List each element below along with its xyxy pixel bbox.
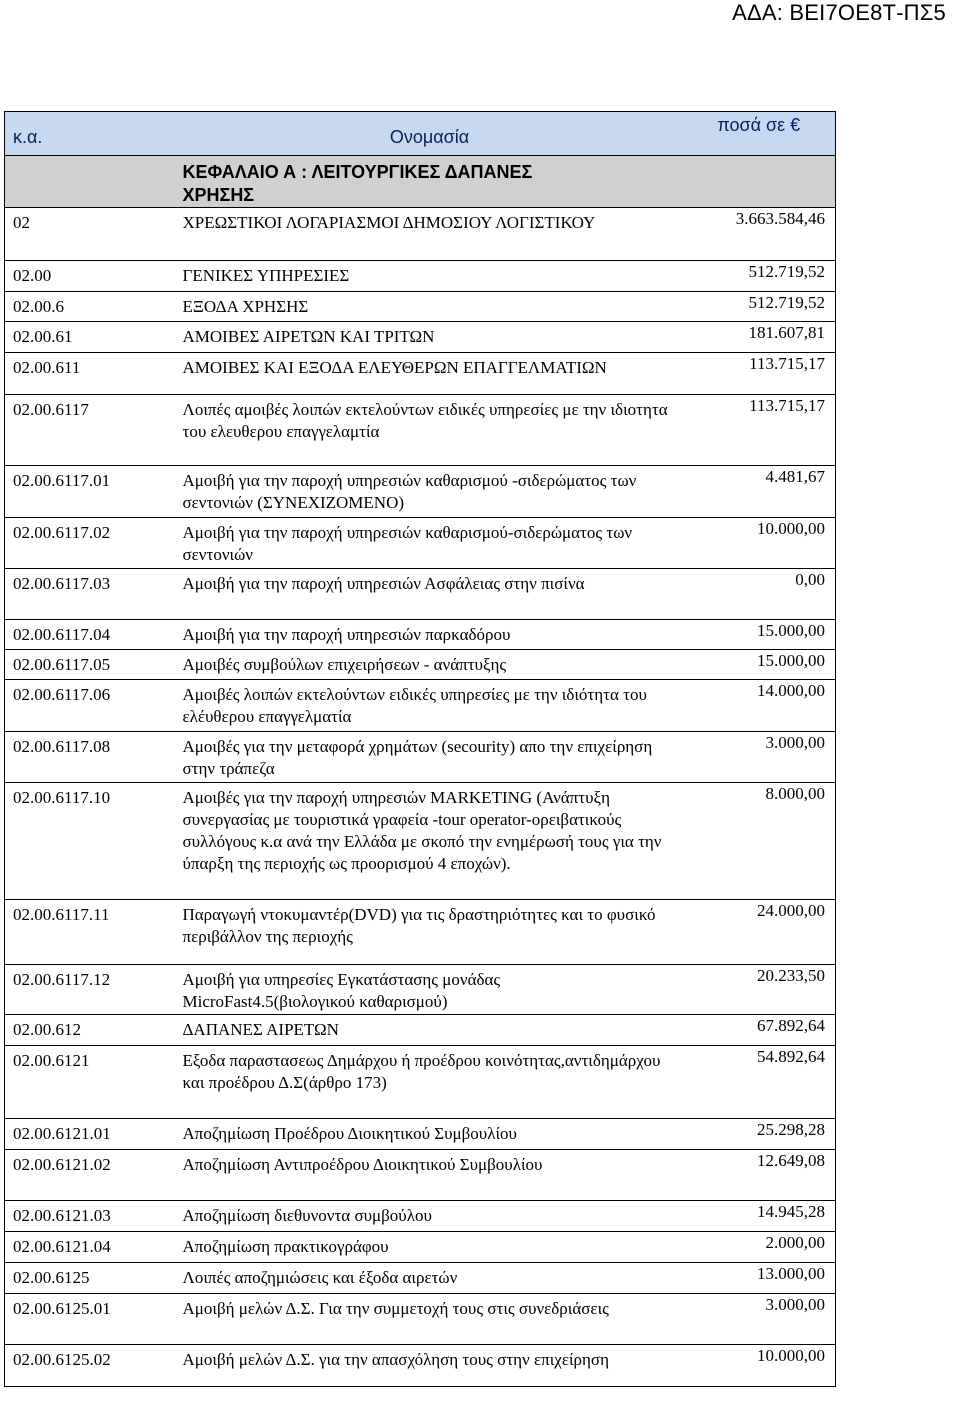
table-row [5, 1345, 836, 1387]
row-amount: 3.000,00 [683, 732, 836, 783]
row-name: Αμοιβές για την παροχή υπηρεσιών MARKETING (Ανάπτυξη συνεργασίας με τουριστικά γραφεία -tour operator-ορειβατικούς συλλόγους κ.α ανά την Ελλάδα με σκοπό την ενημέρωσή τους για την ύπαρξη της περιοχής ως προορισμού 4 εποχών). [175, 783, 683, 900]
row-code: 02 [5, 208, 175, 261]
row-code: 02.00.611 [5, 353, 175, 395]
chapter-row [5, 156, 836, 208]
row-code: 02.00.6121.03 [5, 1201, 175, 1232]
row-code: 02.00.6125 [5, 1263, 175, 1294]
row-name: Αποζημίωση διεθυνοντα συμβούλου [175, 1201, 683, 1232]
row-name: ΓΕΝΙΚΕΣ ΥΠΗΡΕΣΙΕΣ [175, 261, 683, 292]
table-row [5, 353, 836, 395]
row-code: 02.00.6121.01 [5, 1119, 175, 1150]
row-name: Αποζημίωση Αντιπροέδρου Διοικητικού Συμβουλίου [175, 1150, 683, 1201]
table-row [5, 1015, 836, 1046]
table-row [5, 732, 836, 783]
row-amount: 54.892,64 [683, 1046, 836, 1119]
table-row [5, 569, 836, 620]
row-name: Λοιπές αποζημιώσεις και έξοδα αιρετών [175, 1263, 683, 1294]
row-name: ΑΜΟΙΒΕΣ ΑΙΡΕΤΩΝ ΚΑΙ ΤΡΙΤΩΝ [175, 322, 683, 353]
row-name: ΔΑΠΑΝΕΣ ΑΙΡΕΤΩΝ [175, 1015, 683, 1046]
row-code: 02.00.6117.08 [5, 732, 175, 783]
table-row [5, 395, 836, 466]
row-name: Αμοιβή για την παροχή υπηρεσιών καθαρισμού -σιδερώματος των σεντονιών (ΣΥΝΕΧΙΖΟΜΕΝΟ) [175, 466, 683, 518]
table-row [5, 1263, 836, 1294]
row-name: Λοιπές αμοιβές λοιπών εκτελούντων ειδικές υπηρεσίες με την ιδιοτητα του ελευθερου επαγγελαμτία [175, 395, 683, 466]
header-row [5, 112, 836, 156]
row-code: 02.00.6117.05 [5, 650, 175, 680]
row-name: Αμοιβές για την μεταφορά χρημάτων (secourity) απο την επιχείρηση στην τράπεζα [175, 732, 683, 783]
row-code: 02.00.6117.11 [5, 900, 175, 965]
row-amount: 512.719,52 [683, 261, 836, 292]
row-amount: 113.715,17 [683, 353, 836, 395]
table-row [5, 518, 836, 569]
row-amount: 0,00 [683, 569, 836, 620]
table-row [5, 1201, 836, 1232]
header-code: κ.α. [5, 112, 175, 156]
row-name: Αμοιβή για υπηρεσίες Εγκατάστασης μονάδας MicroFast4.5(βιολογικού καθαρισμού) [175, 965, 683, 1015]
row-code: 02.00.6125.01 [5, 1294, 175, 1345]
table-row [5, 1150, 836, 1201]
row-code: 02.00.6121 [5, 1046, 175, 1119]
table-row [5, 208, 836, 261]
table-row [5, 1119, 836, 1150]
row-code: 02.00.61 [5, 322, 175, 353]
row-code: 02.00.6125.02 [5, 1345, 175, 1387]
row-amount: 15.000,00 [683, 650, 836, 680]
row-amount: 15.000,00 [683, 620, 836, 650]
row-amount: 67.892,64 [683, 1015, 836, 1046]
row-amount: 20.233,50 [683, 965, 836, 1015]
row-code: 02.00 [5, 261, 175, 292]
row-code: 02.00.6117.12 [5, 965, 175, 1015]
row-amount: 24.000,00 [683, 900, 836, 965]
row-amount: 13.000,00 [683, 1263, 836, 1294]
row-amount: 2.000,00 [683, 1232, 836, 1263]
table-row [5, 261, 836, 292]
row-amount: 512.719,52 [683, 292, 836, 322]
row-name: Αμοιβή μελών Δ.Σ. Για την συμμετοχή τους στις συνεδριάσεις [175, 1294, 683, 1345]
table-row [5, 680, 836, 732]
row-code: 02.00.6117.01 [5, 466, 175, 518]
row-amount: 14.000,00 [683, 680, 836, 732]
budget-table [4, 111, 836, 1387]
table-row [5, 620, 836, 650]
row-name: Αμοιβές λοιπών εκτελούντων ειδικές υπηρεσίες με την ιδιότητα του ελέυθερου επαγγελματία [175, 680, 683, 732]
row-code: 02.00.6117.04 [5, 620, 175, 650]
row-amount: 3.000,00 [683, 1294, 836, 1345]
row-code: 02.00.6117.06 [5, 680, 175, 732]
row-name: Αμοιβή για την παροχή υπηρεσιών Ασφάλειας στην πισίνα [175, 569, 683, 620]
row-name: ΧΡΕΩΣΤΙΚΟΙ ΛΟΓΑΡΙΑΣΜΟΙ ΔΗΜΟΣΙΟΥ ΛΟΓΙΣΤΙΚΟΥ [175, 208, 683, 261]
row-amount: 3.663.584,46 [683, 208, 836, 261]
chapter-line-2: ΧΡΗΣΗΣ [182, 185, 255, 205]
row-amount: 12.649,08 [683, 1150, 836, 1201]
row-code: 02.00.6121.04 [5, 1232, 175, 1263]
row-name: Αμοιβή μελών Δ.Σ. για την απασχόληση τους στην επιχείρηση [175, 1345, 683, 1387]
row-amount: 10.000,00 [683, 1345, 836, 1387]
row-name: Αποζημίωση Προέδρου Διοικητικού Συμβουλίου [175, 1119, 683, 1150]
chapter-line-1: ΚΕΦΑΛΑΙΟ Α : ΛΕΙΤΟΥΡΓΙΚΕΣ ΔΑΠΑΝΕΣ [182, 162, 533, 182]
header-name: Ονομασία [175, 112, 683, 156]
row-code: 02.00.6117.03 [5, 569, 175, 620]
row-amount: 181.607,81 [683, 322, 836, 353]
row-name: Παραγωγή ντοκυμαντέρ(DVD) για τις δραστηριότητες και το φυσικό περιβάλλον της περιοχής [175, 900, 683, 965]
row-name: Εξοδα παραστασεως Δημάρχου ή προέδρου κοινότητας,αντιδημάρχου και προέδρου Δ.Σ(άρθρο 173) [175, 1046, 683, 1119]
row-amount: 4.481,67 [683, 466, 836, 518]
row-name: Αμοιβή για την παροχή υπηρεσιών παρκαδόρου [175, 620, 683, 650]
row-code: 02.00.6117 [5, 395, 175, 466]
table-row [5, 783, 836, 900]
row-code: 02.00.6117.02 [5, 518, 175, 569]
table-row [5, 322, 836, 353]
row-name: ΑΜΟΙΒΕΣ ΚΑΙ ΕΞΟΔΑ ΕΛΕΥΘΕΡΩΝ ΕΠΑΓΓΕΛΜΑΤΙΩΝ [175, 353, 683, 395]
table-row [5, 1046, 836, 1119]
table-row [5, 466, 836, 518]
row-amount: 14.945,28 [683, 1201, 836, 1232]
table-row [5, 1232, 836, 1263]
chapter-title [175, 156, 683, 208]
row-code: 02.00.6 [5, 292, 175, 322]
table-row [5, 650, 836, 680]
ada-stamp: ΑΔΑ: ΒΕΙ7ΟΕ8Τ-ΠΣ5 [732, 0, 946, 25]
row-amount: 8.000,00 [683, 783, 836, 900]
table-row [5, 292, 836, 322]
header-amount: ποσά σε € [683, 112, 836, 156]
row-code: 02.00.6117.10 [5, 783, 175, 900]
row-amount: 10.000,00 [683, 518, 836, 569]
row-code: 02.00.612 [5, 1015, 175, 1046]
row-name: Αμοιβή για την παροχή υπηρεσιών καθαρισμού-σιδερώματος των σεντονιών [175, 518, 683, 569]
row-amount: 25.298,28 [683, 1119, 836, 1150]
table-row [5, 900, 836, 965]
row-name: Αμοιβές συμβούλων επιχειρήσεων - ανάπτυξης [175, 650, 683, 680]
table-row [5, 965, 836, 1015]
row-name: Αποζημίωση πρακτικογράφου [175, 1232, 683, 1263]
row-amount: 113.715,17 [683, 395, 836, 466]
row-name: ΕΞΟΔΑ ΧΡΗΣΗΣ [175, 292, 683, 322]
row-code: 02.00.6121.02 [5, 1150, 175, 1201]
table-row [5, 1294, 836, 1345]
